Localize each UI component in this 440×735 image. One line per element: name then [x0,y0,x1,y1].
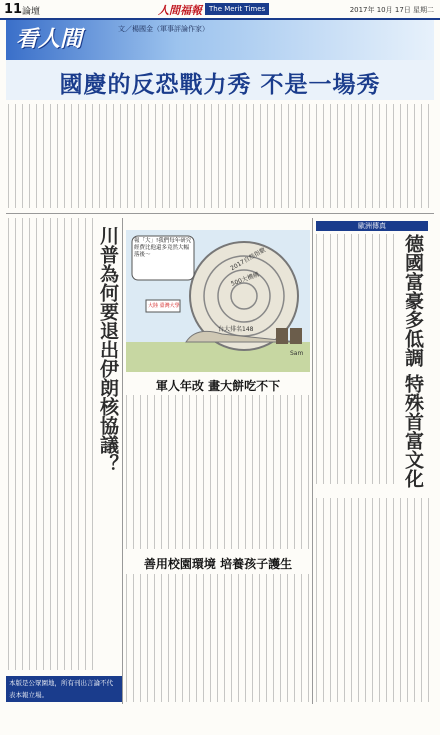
page-header [0,0,440,20]
shell-label-top: 2017自然指數 [229,246,267,273]
iran-headline: 川普為何要退出伊朗核協議？ [96,226,119,473]
campus-headline: 善用校園環境 培養孩子護生 [143,557,293,571]
column-name: 看人間 [16,26,83,52]
disclaimer-box: 本版是公眾園地，所有刊出言論不代表本報立場。 [6,676,122,702]
lead-article-text [8,104,432,208]
shell-label-low: 台大排名148 [218,326,254,333]
europe-section-label: 歐洲傳真 [316,221,428,231]
headline-band [6,60,434,100]
cartoon-credit: Sam [290,350,304,357]
cartoon-tag: 大陸 臺灣大學 [148,303,180,309]
cartoon-bubble: 報「大」!我們每年研究經費比他還多竟然大幅落後～ [134,238,192,258]
paper-english-name: The Merit Times [205,3,269,15]
divider [6,213,434,214]
germany-article-text [316,234,400,484]
editorial-cartoon [126,230,310,372]
germany-headline: 德國富豪多低調 特殊首富文化 [401,234,424,488]
shell-label-mid: 500大機構 [230,271,261,288]
column-byline: 文／楊國金（軍事評論作家） [118,25,209,33]
column-banner [6,20,434,60]
issue-date: 2017年 10月 17日 星期二 [349,6,434,14]
paper-logo: 人間福報 [158,4,202,17]
germany-article-text-continued [316,498,430,702]
page-number: 11 [4,2,23,17]
column-rule [122,218,123,704]
section-name: 論壇 [22,7,41,17]
column-rule [312,218,313,704]
campus-text [126,574,310,702]
main-headline: 國慶的反恐戰力秀 不是一場秀 [59,72,381,98]
military-pay-headline: 軍人年改 畫大餅吃不下 [155,379,281,393]
military-pay-text [126,395,310,549]
left-article-text [8,218,96,670]
